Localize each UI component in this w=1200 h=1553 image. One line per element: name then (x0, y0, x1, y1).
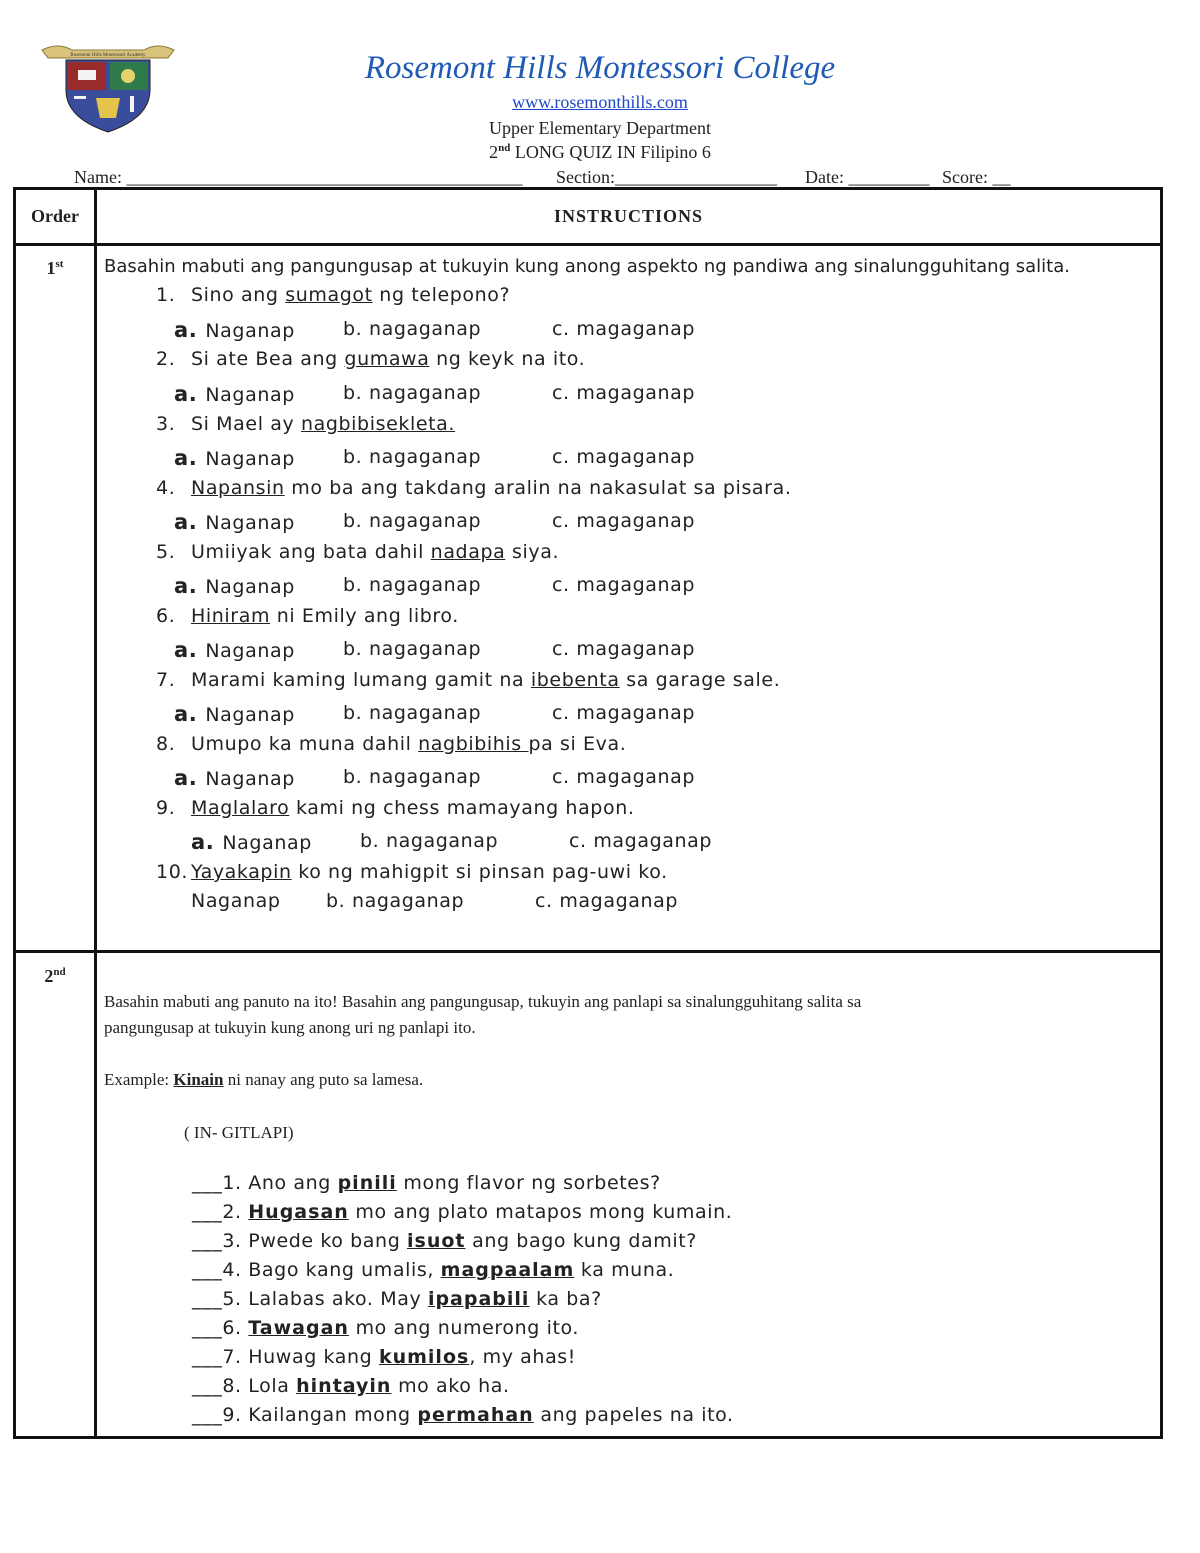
option-a[interactable]: a. Naganap (174, 638, 295, 662)
option-c[interactable]: c. magaganap (552, 766, 696, 788)
option-b[interactable]: b. nagaganap (343, 510, 482, 532)
part1-instruction: Basahin mabuti ang pangungusap at tukuyin kung anong aspekto ng pandiwa ang sinalungguhitang salita. (104, 256, 1070, 277)
part1-order (16, 258, 94, 279)
question-6: 6. Hiniram ni Emily ang libro. (156, 605, 459, 627)
target-word: nadapa (430, 541, 506, 563)
option-b[interactable]: b. nagaganap (343, 702, 482, 724)
target-word: nagbibisekleta. (300, 413, 456, 435)
target-word: pinili (337, 1172, 397, 1194)
option-c[interactable]: c. magaganap (552, 446, 696, 468)
target-word: ibebenta (530, 669, 620, 691)
target-word: kumilos (378, 1346, 470, 1368)
answer-blank[interactable]: ___ (192, 1259, 223, 1281)
part-row-divider (16, 950, 1160, 953)
option-a[interactable]: a. Naganap (174, 574, 295, 598)
option-c[interactable]: c. magaganap (569, 830, 713, 852)
option-a[interactable]: a. Naganap (174, 318, 295, 342)
section-field[interactable]: Section:__________________ (556, 167, 777, 187)
option-c[interactable]: c. magaganap (552, 510, 696, 532)
part2-item-7: ___7. Huwag kang kumilos, my ahas! (192, 1346, 577, 1368)
target-word: Yayakapin (191, 861, 292, 883)
part2-example-answer: ( IN- GITLAPI) (184, 1123, 294, 1142)
target-word: sumagot (285, 284, 373, 306)
option-a[interactable]: a. Naganap (174, 382, 295, 406)
part2-order (16, 966, 94, 987)
option-c[interactable]: c. magaganap (552, 574, 696, 596)
question-3: 3. Si Mael ay nagbibisekleta. (156, 413, 456, 435)
option-a[interactable]: a. Naganap (174, 510, 295, 534)
order-column-header: Order (31, 206, 79, 226)
target-word: gumawa (344, 348, 430, 370)
target-word: Tawagan (248, 1317, 349, 1339)
part2-example (104, 1070, 423, 1090)
answer-blank[interactable]: ___ (192, 1404, 223, 1426)
option-b[interactable]: b. nagaganap (343, 318, 482, 340)
example-label: Example: (104, 1070, 174, 1089)
quiz-title (0, 142, 1200, 163)
instructions-column-header: INSTRUCTIONS (553, 206, 704, 226)
option-b[interactable]: b. nagaganap (343, 382, 482, 404)
target-word: Hiniram (191, 605, 271, 627)
answer-blank[interactable]: ___ (192, 1317, 223, 1339)
example-word: Kinain (173, 1070, 224, 1089)
part1-order-num: 1 (46, 258, 56, 278)
answer-blank[interactable]: ___ (192, 1172, 223, 1194)
question-10: 10. Yayakapin ko ng mahigpit si pinsan pag-uwi ko. (156, 861, 668, 883)
option-b[interactable]: b. nagaganap (360, 830, 499, 852)
option-b[interactable]: b. nagaganap (343, 766, 482, 788)
target-word: nagbibihis (418, 733, 529, 755)
target-word: Maglalaro (191, 797, 290, 819)
answer-blank[interactable]: ___ (192, 1288, 223, 1310)
option-c[interactable]: c. magaganap (552, 702, 696, 724)
answer-blank[interactable]: ___ (192, 1230, 223, 1252)
option-c[interactable]: c. magaganap (552, 638, 696, 660)
name-field[interactable]: Name: ____________________________________________ (74, 167, 523, 187)
option-a[interactable]: a. Naganap (174, 446, 295, 470)
target-word: Napansin (191, 477, 285, 499)
column-divider (94, 190, 97, 1436)
option-a[interactable]: Naganap (191, 890, 281, 912)
question-7: 7. Marami kaming lumang gamit na ibebenta sa garage sale. (156, 669, 781, 691)
date-field[interactable]: Date: _________ (805, 167, 930, 187)
option-b[interactable]: b. nagaganap (343, 638, 482, 660)
score-field[interactable]: Score: __ (942, 167, 1011, 187)
target-word: permahan (417, 1404, 534, 1426)
option-b[interactable]: b. nagaganap (343, 574, 482, 596)
option-c[interactable]: c. magaganap (552, 382, 696, 404)
option-b[interactable]: b. nagaganap (326, 890, 465, 912)
example-rest: ni nanay ang puto sa lamesa. (223, 1070, 424, 1089)
target-word: hintayin (296, 1375, 392, 1397)
part2-instruction-line1: Basahin mabuti ang panuto na ito! Basahin ang pangungusap, tukuyin ang panlapi sa sinalungguhitang salita sa (104, 992, 862, 1011)
logo-text: Rosemont Hills Montessori Academy (70, 53, 146, 58)
part2-item-9: ___9. Kailangan mong permahan ang papeles na ito. (192, 1404, 734, 1426)
target-word: ipapabili (427, 1288, 530, 1310)
part2-item-4: ___4. Bago kang umalis, magpaalam ka muna. (192, 1259, 675, 1281)
target-word: Hugasan (248, 1201, 349, 1223)
question-2: 2. Si ate Bea ang gumawa ng keyk na ito. (156, 348, 586, 370)
part2-item-6: ___6. Tawagan mo ang numerong ito. (192, 1317, 580, 1339)
part1-order-sup: st (55, 258, 64, 270)
option-c[interactable]: c. magaganap (535, 890, 679, 912)
part2-order-num: 2 (44, 966, 54, 986)
answer-blank[interactable]: ___ (192, 1201, 223, 1223)
college-name: Rosemont Hills Montessori College (364, 50, 836, 86)
answer-blank[interactable]: ___ (192, 1346, 223, 1368)
part2-instruction-line2: pangungusap at tukuyin kung anong uri ng panlapi ito. (104, 1018, 476, 1037)
question-1: 1. Sino ang sumagot ng telepono? (156, 284, 511, 306)
question-8: 8. Umupo ka muna dahil nagbibihis pa si Eva. (156, 733, 627, 755)
option-a[interactable]: a. Naganap (174, 766, 295, 790)
part2-item-2: ___2. Hugasan mo ang plato matapos mong kumain. (192, 1201, 733, 1223)
quiz-ordinal-sup: nd (498, 142, 511, 154)
part2-item-5: ___5. Lalabas ako. May ipapabili ka ba? (192, 1288, 602, 1310)
question-4: 4. Napansin mo ba ang takdang aralin na nakasulat sa pisara. (156, 477, 792, 499)
department-label: Upper Elementary Department (489, 118, 711, 138)
part2-order-sup: nd (53, 966, 66, 978)
question-9: 9. Maglalaro kami ng chess mamayang hapon. (156, 797, 635, 819)
part2-item-8: ___8. Lola hintayin mo ako ha. (192, 1375, 510, 1397)
target-word: magpaalam (440, 1259, 575, 1281)
option-b[interactable]: b. nagaganap (343, 446, 482, 468)
target-word: isuot (407, 1230, 466, 1252)
part2-item-1: ___1. Ano ang pinili mong flavor ng sorbetes? (192, 1172, 661, 1194)
part2-item-3: ___3. Pwede ko bang isuot ang bago kung damit? (192, 1230, 697, 1252)
quiz-title-text: LONG QUIZ IN Filipino 6 (514, 142, 711, 162)
option-c[interactable]: c. magaganap (552, 318, 696, 340)
question-5: 5. Umiiyak ang bata dahil nadapa siya. (156, 541, 560, 563)
answer-blank[interactable]: ___ (192, 1375, 223, 1397)
website-link[interactable]: www.rosemonthills.com (512, 92, 688, 112)
header-row-divider (16, 243, 1160, 246)
option-a[interactable]: a. Naganap (191, 830, 312, 854)
quiz-ordinal: 2 (489, 142, 499, 162)
option-a[interactable]: a. Naganap (174, 702, 295, 726)
